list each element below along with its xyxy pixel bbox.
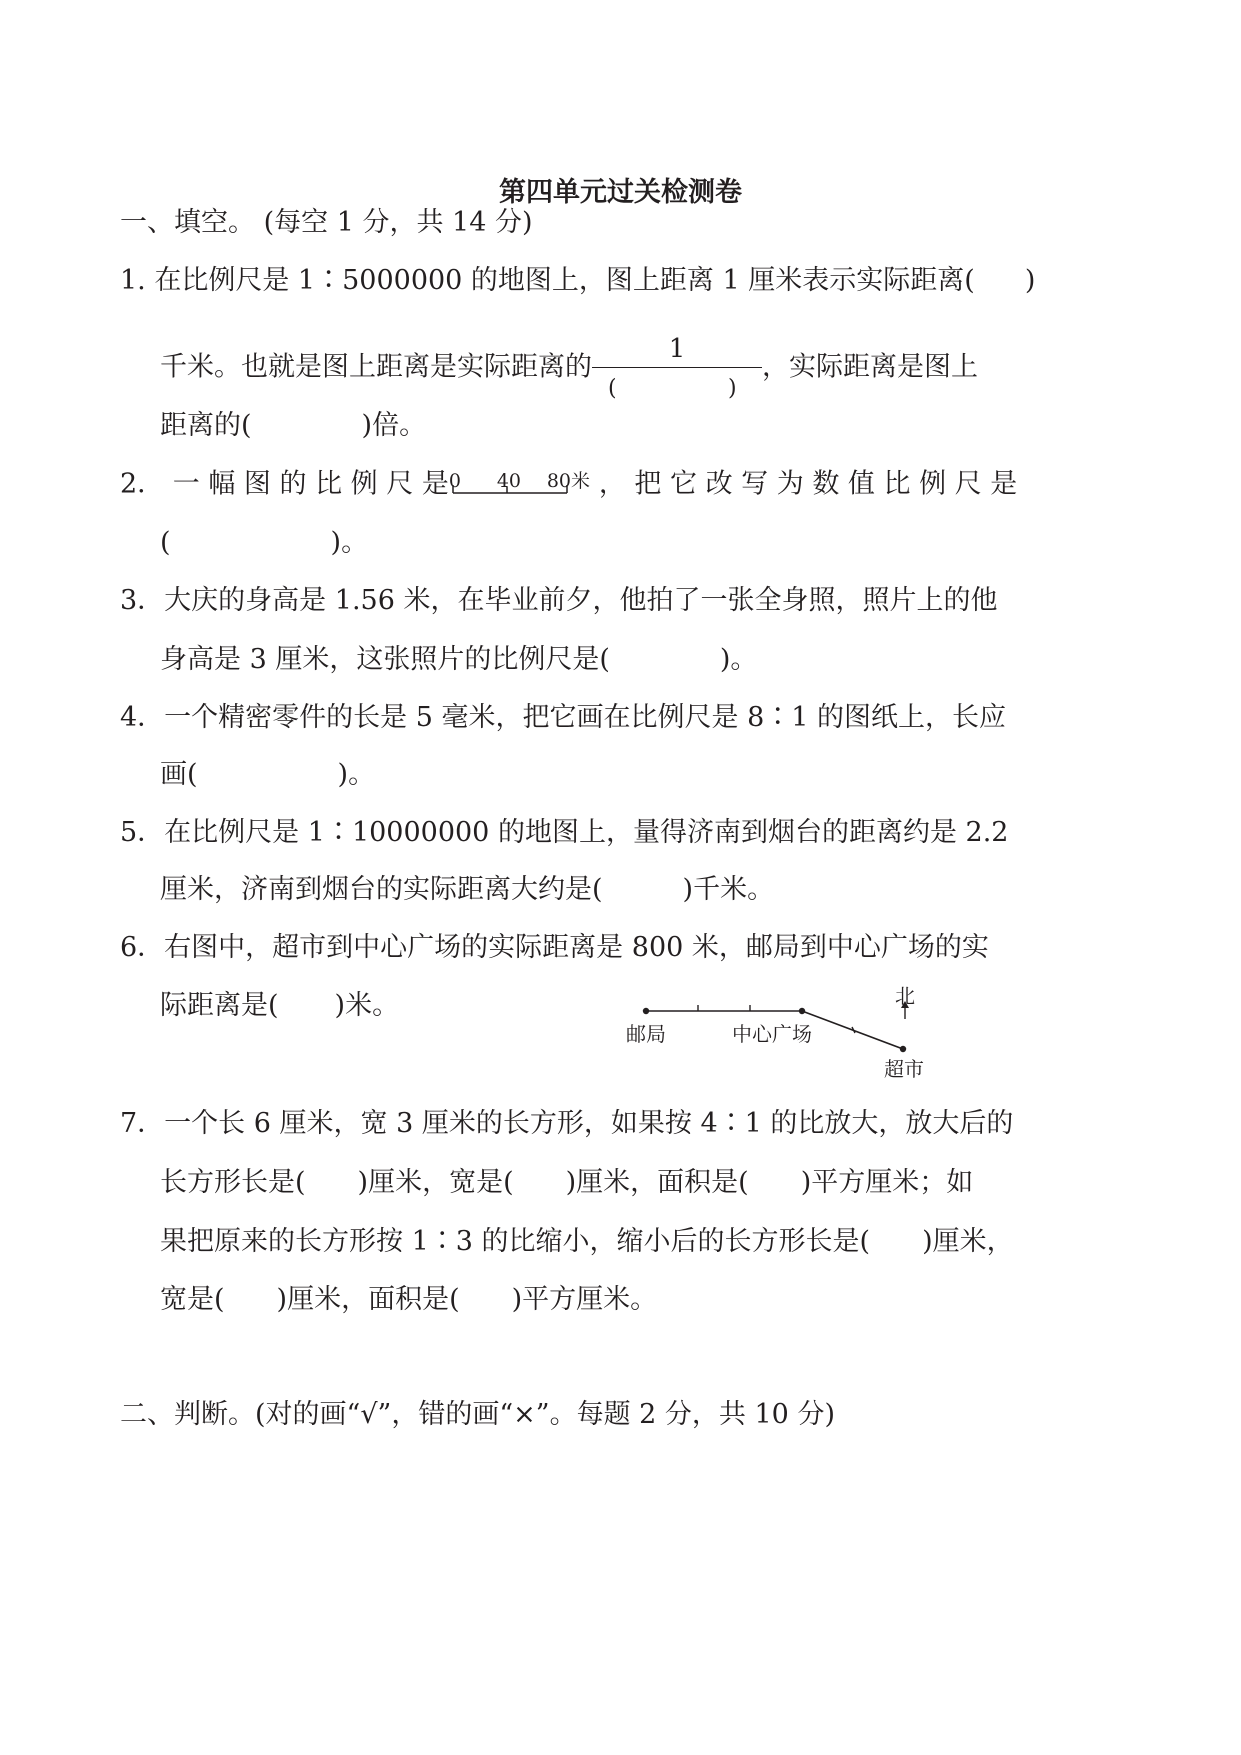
- q1-text: 1. 在比例尺是 1∶5000000 的地图上，图上距离 1 厘米表示实际距离(: [120, 265, 975, 296]
- q6-close: )米。: [334, 990, 400, 1021]
- q7-seg: 宽是(: [160, 1284, 225, 1315]
- q1-text5: )倍。: [361, 410, 427, 441]
- q2-close: )。: [330, 527, 369, 558]
- q2-line2: [160, 525, 368, 561]
- fraction-numerator: 1: [668, 334, 686, 364]
- q3-line2: [160, 642, 757, 678]
- q1-line1: [120, 263, 1035, 299]
- q3-close: )。: [719, 644, 758, 675]
- label-post-office: 邮局: [626, 1022, 666, 1046]
- q4-text: 画(: [160, 759, 198, 790]
- q2-text: 2． 一 幅 图 的 比 例 尺 是: [120, 468, 449, 500]
- label-center-plaza: 中心广场: [732, 1022, 812, 1046]
- fraction-close-paren: ): [728, 376, 737, 401]
- q4-line2: [160, 757, 375, 793]
- page-title: 第四单元过关检测卷: [499, 177, 742, 208]
- q6-line1: 6．右图中，超市到中心广场的实际距离是 800 米，邮局到中心广场的实: [120, 932, 989, 963]
- q7-seg: 长方形长是(: [160, 1167, 306, 1198]
- q2-text2: ， 把 它 改 写 为 数 值 比 例 尺 是: [598, 468, 1018, 500]
- scale-label-0: 0: [448, 470, 461, 492]
- scale-label-40: 40: [496, 470, 522, 492]
- q2-line1: [120, 465, 1017, 505]
- q5-text: 厘米，济南到烟台的实际距离大约是(: [160, 874, 603, 905]
- section2-heading: 二、判断。(对的画“√”，错的画“×”。每题 2 分，共 10 分): [120, 1399, 835, 1430]
- fraction: [592, 333, 762, 403]
- q1-line2: [160, 333, 978, 403]
- q7-seg: 果把原来的长方形按 1∶3 的比缩小，缩小后的长方形长是(: [160, 1226, 871, 1257]
- q3-text: 身高是 3 厘米，这张照片的比例尺是(: [160, 644, 610, 675]
- fraction-bar: [592, 367, 762, 368]
- q4-close: )。: [337, 759, 376, 790]
- q7-seg: )厘米，面积是(: [565, 1167, 749, 1198]
- q3-line1: 3．大庆的身高是 1.56 米，在毕业前夕，他拍了一张全身照，照片上的他: [120, 585, 998, 616]
- q1-close: ): [1024, 265, 1036, 296]
- line-scale-bar: [449, 465, 599, 505]
- q7-seg: )厘米，面积是(: [276, 1284, 460, 1315]
- q1-text2: 千米。也就是图上距离是实际距离的: [160, 351, 592, 383]
- q7-seg: )厘米，: [922, 1226, 1014, 1257]
- scale-label-80: 80米: [546, 470, 591, 492]
- fraction-open-paren: (: [608, 376, 617, 401]
- q6-line2: [160, 988, 399, 1024]
- q4-line1: 4．一个精密零件的长是 5 毫米，把它画在比例尺是 8∶1 的图纸上，长应: [120, 702, 1007, 733]
- label-north: 北: [895, 984, 915, 1008]
- q1-text3: ，实际距离是图上: [762, 351, 978, 383]
- q7-line4: [160, 1282, 657, 1318]
- q5-line1: 5．在比例尺是 1∶10000000 的地图上，量得济南到烟台的距离约是 2.2: [120, 817, 1009, 848]
- q7-line1: 7．一个长 6 厘米，宽 3 厘米的长方形，如果按 4∶1 的比放大，放大后的: [120, 1108, 1014, 1139]
- q7-seg: )厘米，宽是(: [357, 1167, 514, 1198]
- section1-heading: 一、填空。 (每空 1 分，共 14 分): [120, 207, 533, 238]
- q6-text: 际距离是(: [160, 990, 279, 1021]
- q7-seg: )平方厘米；如: [800, 1167, 974, 1198]
- q5-line2: [160, 872, 774, 908]
- q7-seg: )平方厘米。: [511, 1284, 658, 1315]
- q1-text4: 距离的(: [160, 410, 252, 441]
- q7-line3: [160, 1224, 1014, 1260]
- q7-line2: [160, 1165, 973, 1201]
- q1-line3: [160, 408, 426, 444]
- label-supermarket: 超市: [884, 1057, 924, 1081]
- q5-close: )千米。: [682, 874, 775, 905]
- q2-open: (: [160, 527, 171, 558]
